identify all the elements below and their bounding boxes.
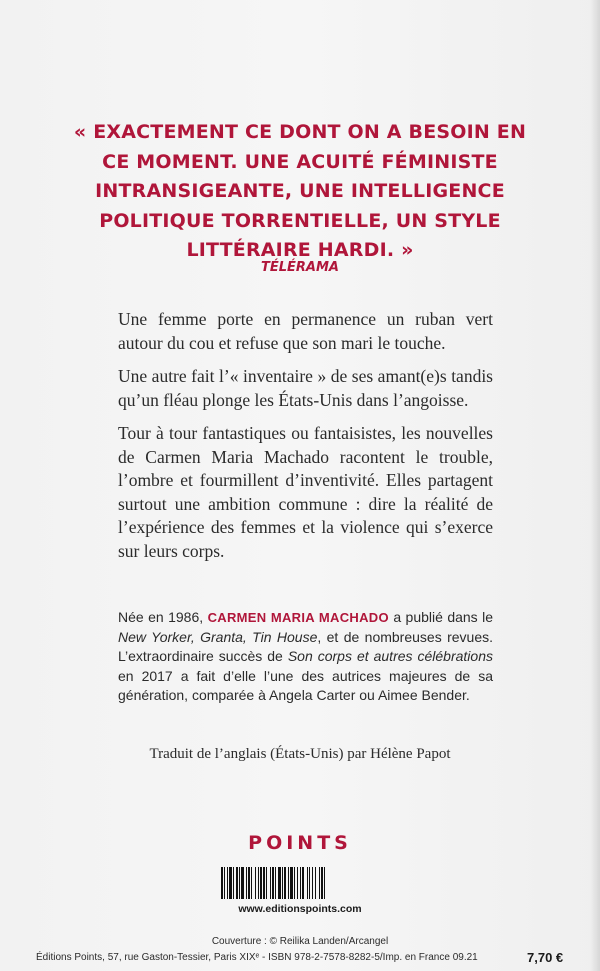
book-summary [118, 308, 493, 573]
imprint-line: Éditions Points, 57, rue Gaston-Tessier, Paris XIXᵉ - ISBN 978-2-7578-8282-5/Imp. en France 09.21 [36, 952, 478, 963]
translator-credit: Traduit de l’anglais (États-Unis) par Hélène Papot [149, 746, 451, 762]
cover-credit: Couverture : © Reilika Landen/Arcangel [211, 936, 389, 947]
bio-text: a publié dans le [388, 609, 493, 625]
author-bio [118, 608, 493, 706]
bio-text: Née en 1986, [118, 609, 208, 625]
barcode [221, 867, 360, 899]
summary-paragraph: Une autre fait l’« inventaire » de ses amant(e)s tandis qu’un fléau plonge les États-Unis dans l’angoisse. [118, 366, 493, 410]
book-title: Son corps et autres célébrations [287, 648, 493, 664]
quote-line: INTRANSIGEANTE, UNE INTELLIGENCE [95, 180, 505, 202]
press-quote [40, 118, 560, 266]
publisher-logo: POINTS [248, 832, 352, 854]
summary-paragraph: Une femme porte en permanence un ruban vert autour du cou et refuse que son mari le touche. [118, 309, 493, 353]
publisher-website: www.editionspoints.com [238, 903, 362, 915]
quote-line: « EXACTEMENT CE DONT ON A BESOIN EN [73, 121, 527, 143]
quote-line: LITTÉRAIRE HARDI. » [186, 239, 414, 261]
author-name: CARMEN MARIA MACHADO [207, 610, 389, 625]
quote-line: CE MOMENT. UNE ACUITÉ FÉMINISTE [102, 150, 498, 173]
summary-paragraph: Tour à tour fantastiques ou fantaisistes, les nouvelles de Carmen Maria Machado racontent le trouble, l’ombre et fourmillent d’inventivité. Elles partagent surtout une ambition commune : dire la réalité de l’expérience des femmes et la violence qui s’exerce sur leurs corps. [118, 423, 493, 561]
magazine-names: New Yorker, Granta, Tin House [118, 628, 318, 645]
quote-source: TÉLÉRAMA [261, 260, 339, 275]
quote-line: POLITIQUE TORRENTIELLE, UN STYLE [99, 209, 501, 232]
price: 7,70 € [527, 950, 564, 965]
bio-text: , et de nombreuses revues. L’extraordinaire succès de [118, 628, 493, 664]
bio-text: en 2017 a fait d’elle l’une des autrices majeures de sa génération, comparée à Angela Carter ou Aimee Bender. [118, 667, 493, 703]
